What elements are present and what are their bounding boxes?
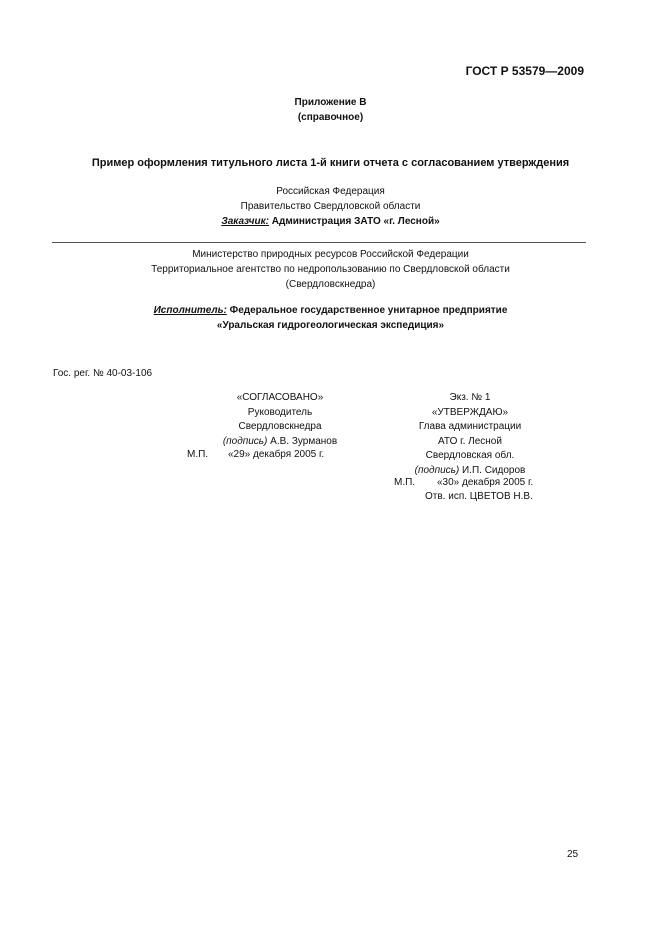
document-code: ГОСТ Р 53579—2009 [465, 64, 584, 78]
ministry-name: Министерство природных ресурсов Российской Федерации [192, 249, 469, 260]
agreed-block [190, 391, 370, 449]
page-number: 25 [567, 849, 579, 860]
section-title: Пример оформления титульного листа 1-й книги отчета с согласованием утверждения [91, 157, 570, 169]
customer-country: Российская Федерация [276, 186, 385, 197]
horizontal-divider [52, 242, 586, 243]
agency-short-name: (Свердловскнедра) [285, 279, 376, 290]
approved-block [390, 391, 550, 478]
agreed-sign-label: (подпись) [222, 435, 268, 447]
approved-sign-label: (подпись) [414, 464, 460, 476]
agreed-stamp: М.П. [187, 449, 209, 460]
approved-stamp: М.П. [394, 477, 416, 488]
customer-line [0, 214, 661, 229]
agreed-role: Руководитель [247, 406, 313, 418]
agreed-signer: А.В. Зурманов [267, 435, 338, 447]
registration-number: Гос. рег. № 40-03-106 [53, 368, 153, 379]
approved-date: «30» декабря 2005 г. [437, 477, 534, 488]
approved-signer: И.П. Сидоров [459, 464, 526, 476]
approved-copy: Экз. № 1 [449, 392, 491, 403]
agency-name: Территориальное агентство по недропользованию по Свердловской области [151, 264, 510, 275]
approved-org1: АТО г. Лесной [438, 435, 502, 447]
customer-value: Администрация ЗАТО «г. Лесной» [269, 216, 440, 227]
approved-role: Глава администрации [418, 421, 522, 432]
appendix-title: Приложение В [294, 97, 367, 108]
approved-title: «УТВЕРЖДАЮ» [431, 406, 509, 418]
executor-value: Федеральное государственное унитарное предприятие [226, 305, 508, 316]
appendix-type: (справочное) [297, 112, 364, 123]
customer-label: Заказчик: [221, 216, 269, 227]
agreed-org: Свердловскнедра [238, 421, 322, 432]
approved-org2: Свердловская обл. [425, 450, 515, 461]
executor-label: Исполнитель: [153, 305, 227, 316]
approved-responsible: Отв. исп. ЦВЕТОВ Н.В. [425, 491, 533, 502]
executor-name: «Уральская гидрогеологическая экспедиция» [216, 320, 445, 331]
agreed-date: «29» декабря 2005 г. [228, 449, 325, 460]
executor-line [0, 303, 661, 318]
agreed-title: «СОГЛАСОВАНО» [236, 392, 324, 403]
customer-government: Правительство Свердловской области [240, 201, 421, 212]
